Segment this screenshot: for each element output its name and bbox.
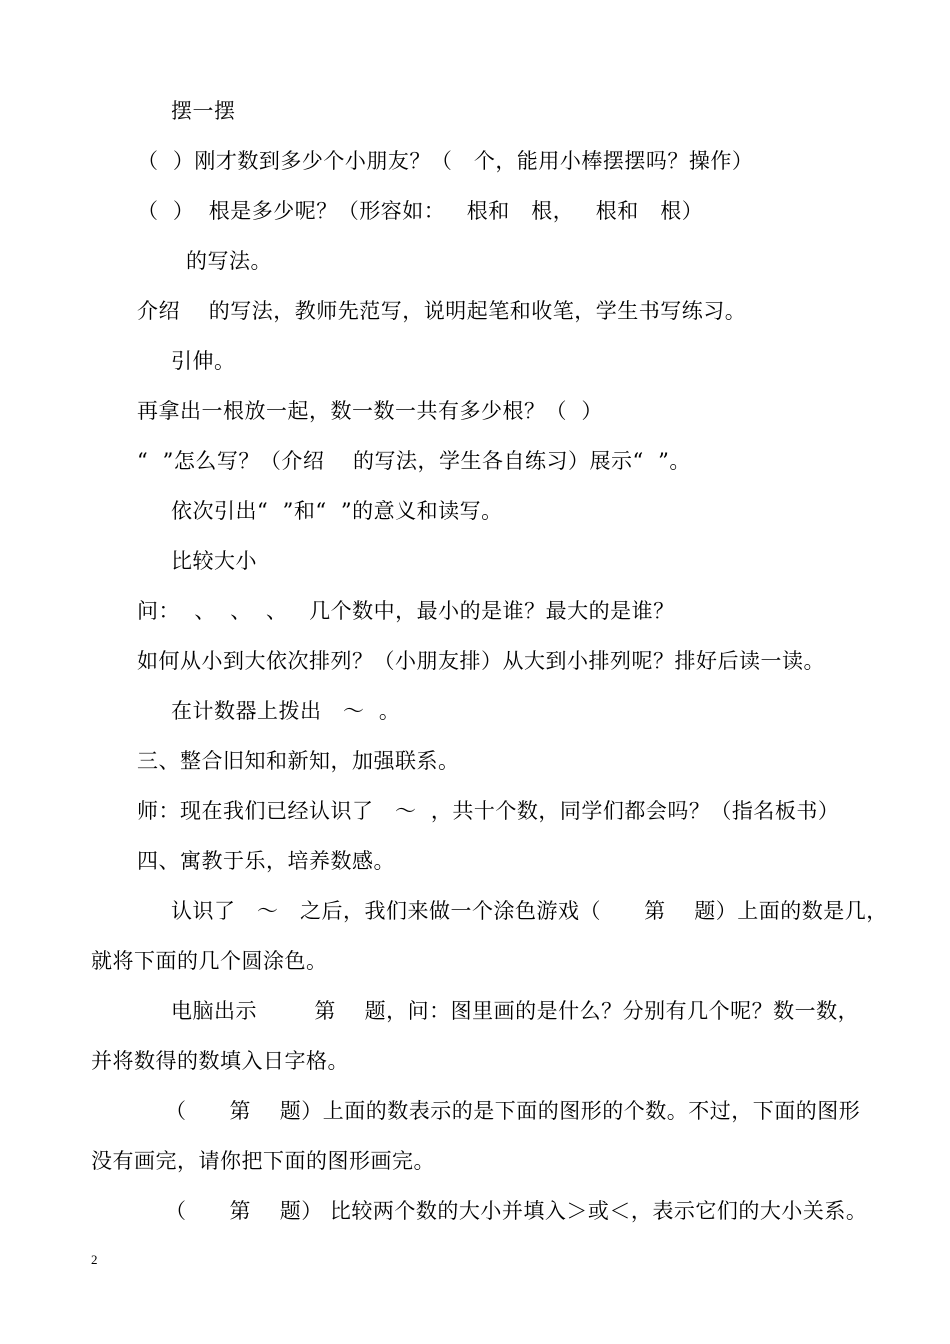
text-line: 问： 、 、 、 几个数中，最小的是谁？最大的是谁？ (137, 599, 675, 623)
text-line: （ ）刚才数到多少个小朋友？（ 个，能用小棒摆摆吗？操作） (137, 149, 754, 173)
text-line: 再拿出一根放一起，数一数一共有多少根？（ ） (137, 399, 603, 423)
text-line: 的写法。 (186, 249, 272, 273)
text-line: 没有画完，请你把下面的图形画完。 (91, 1149, 435, 1173)
text-line: （ ） 根是多少呢？（形容如： 根和 根， 根和 根） (137, 199, 704, 223)
text-line: 并将数得的数填入日字格。 (91, 1049, 349, 1073)
text-line: 就将下面的几个圆涂色。 (91, 949, 328, 973)
text-line: （ 第 题）上面的数表示的是下面的图形的个数。不过，下面的图形 (165, 1099, 861, 1123)
text-line: 比较大小 (171, 549, 257, 573)
text-line: 在计数器上拨出 ～ 。 (171, 699, 401, 723)
text-line: “ ”怎么写？（介绍 的写法，学生各自练习）展示“ ”。 (137, 449, 691, 473)
text-line: 介绍 的写法，教师先范写，说明起笔和收笔，学生书写练习。 (137, 299, 747, 323)
text-line: 认识了 ～ 之后，我们来做一个涂色游戏（ 第 题）上面的数是几， (171, 899, 888, 923)
text-line: 三、整合旧知和新知，加强联系。 (137, 749, 460, 773)
text-line: （ 第 题） 比较两个数的大小并填入＞或＜，表示它们的大小关系。 (165, 1199, 868, 1223)
text-line: 依次引出“ ”和“ ”的意义和读写。 (171, 499, 503, 523)
text-line: 摆一摆 (171, 99, 236, 123)
text-line: 引伸。 (171, 349, 236, 373)
page-number: 2 (91, 1252, 98, 1267)
text-line: 四、寓教于乐，培养数感。 (137, 849, 395, 873)
text-line: 如何从小到大依次排列？（小朋友排）从大到小排列呢？排好后读一读。 (137, 649, 825, 673)
text-line: 电脑出示 第 题，问：图里画的是什么？分别有几个呢？数一数， (171, 999, 860, 1023)
text-line: 师：现在我们已经认识了 ～ ，共十个数，同学们都会吗？（指名板书） (137, 799, 840, 823)
